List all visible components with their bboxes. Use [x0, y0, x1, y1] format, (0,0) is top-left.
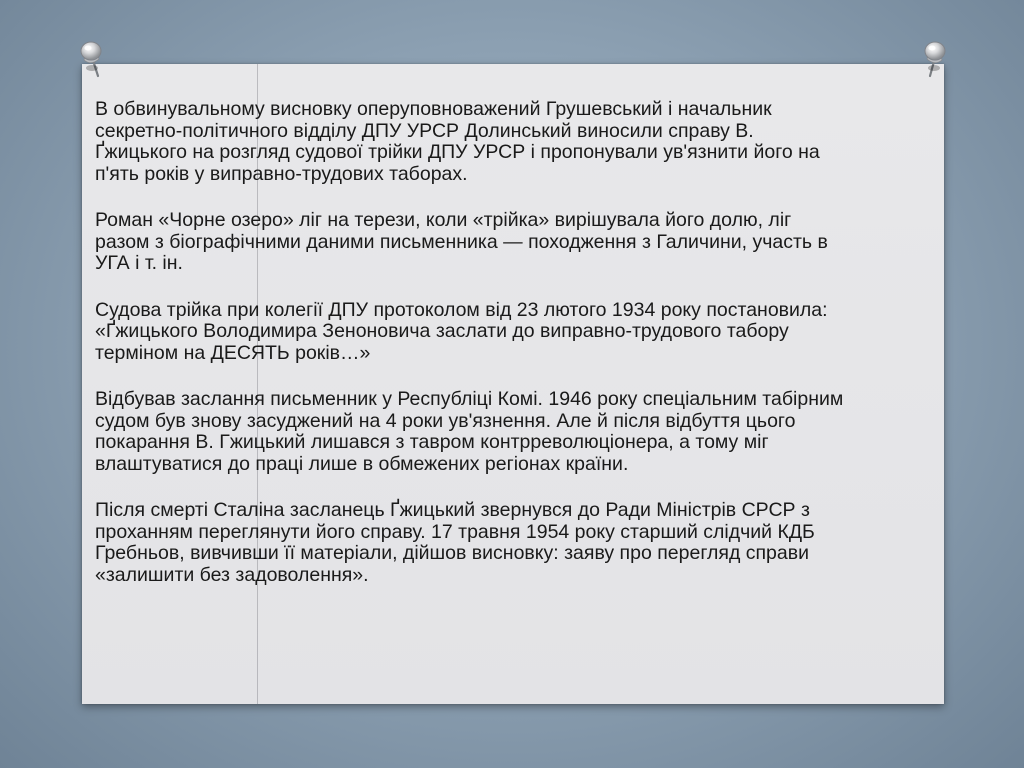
paragraph-indictment: В обвинувальному висновку оперуповноважений Грушевський і начальник секретно-політичного відділу ДПУ УРСР Долинський виносили справу В. Ґжицького на розгляд судової трійки ДПУ УРСР і пропонували ув'язнити його на п'ять років у виправно-трудових таборах.	[95, 98, 820, 185]
paragraph-novel: Роман «Чорне озеро» ліг на терези, коли «трійка» вирішувала його долю, ліг разом з біографічними даними письменника — походження з Галичини, участь в УГА і т. ін.	[95, 209, 828, 274]
slide-text-body	[95, 99, 917, 611]
paragraph-appeal: Після смерті Сталіна засланець Ґжицький звернувся до Ради Міністрів СРСР з проханням переглянути його справу. 17 травня 1954 року старший слідчий КДБ Гребньов, вивчивши її матеріали, дійшов висновку: заяву про перегляд справи «залишити без задоволення».	[95, 499, 815, 586]
paragraph-exile: Відбував заслання письменник у Республіці Комі. 1946 року спеціальним табірним судом був знову засуджений на 4 роки ув'язнення. Але й після відбуття цього покарання В. Гжицький лишався з тавром контрреволюціонера, а тому міг влаштуватися до праці лише в обмежених регіонах країни.	[95, 388, 844, 475]
paragraph-sentence: Судова трійка при колегії ДПУ протоколом від 23 лютого 1934 року постановила: «Ґжицького Володимира Зеноновича заслати до виправно-трудового табору терміном на ДЕСЯТЬ років…»	[95, 298, 828, 364]
pushpin-icon	[74, 40, 108, 80]
pushpin-icon	[918, 40, 952, 80]
